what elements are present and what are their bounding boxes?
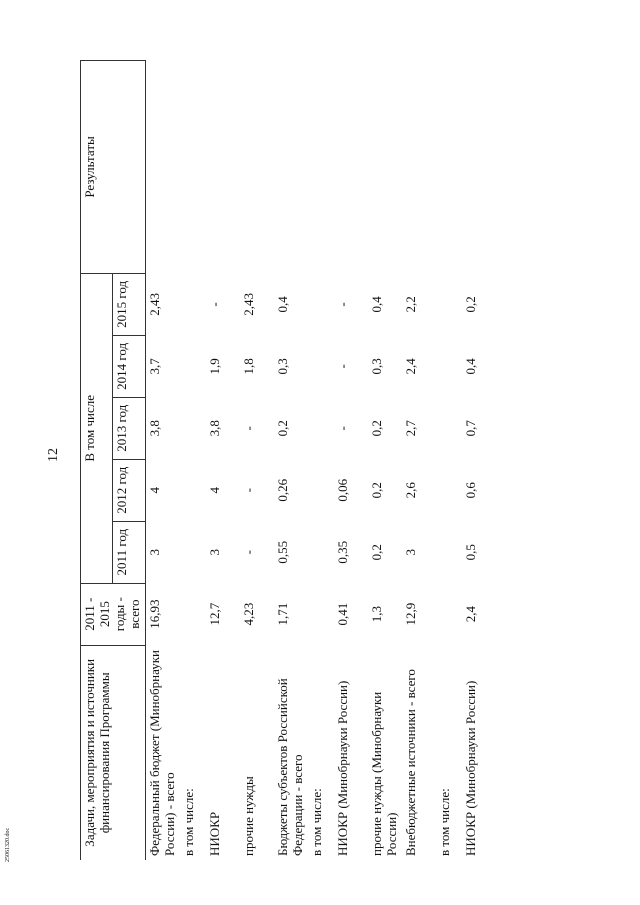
header-year-2014: 2014 год <box>113 335 145 397</box>
cell-results <box>462 61 496 274</box>
cell-results <box>436 61 462 274</box>
cell-2013: 2,7 <box>402 420 418 437</box>
cell-2011 <box>308 521 334 583</box>
row-label: НИОКР (Минобрнауки России) <box>334 680 350 856</box>
cell-total <box>180 583 206 645</box>
cell-results <box>402 61 436 274</box>
cell-2013: 3,8 <box>146 420 162 437</box>
cell-total <box>436 583 462 645</box>
cell-2012: - <box>240 488 256 493</box>
row-label: в том числе: <box>308 788 324 856</box>
cell-2014: 1,8 <box>240 358 256 375</box>
cell-results <box>368 61 402 274</box>
file-code: 25061320.doc <box>5 827 11 862</box>
row-label: НИОКР <box>206 811 222 856</box>
cell-2012: 4 <box>206 487 222 494</box>
cell-2013: 3,8 <box>206 420 222 437</box>
cell-results <box>308 61 334 274</box>
cell-2011: 0,5 <box>462 544 478 561</box>
cell-2013: - <box>240 426 256 431</box>
header-year-2013: 2013 год <box>113 397 145 459</box>
cell-2015: 2,2 <box>402 296 418 313</box>
table-row <box>274 61 308 861</box>
cell-results <box>180 61 206 274</box>
row-label: НИОКР (Минобрнауки России) <box>462 680 478 856</box>
cell-2013 <box>180 397 206 459</box>
table-row <box>180 61 206 861</box>
cell-2015: 0,4 <box>368 296 384 313</box>
table-row <box>145 61 180 861</box>
cell-2011: 3 <box>402 548 418 556</box>
cell-2014 <box>180 335 206 397</box>
cell-2013: 0,7 <box>462 420 478 437</box>
header-task: Задачи, мероприятия и источники финансирования Программы <box>81 645 146 860</box>
header-results: Результаты <box>81 61 146 274</box>
cell-total: 4,23 <box>240 602 256 626</box>
cell-2011: - <box>240 550 256 555</box>
row-label: Федеральный бюджет (Минобрнауки России) - всего <box>146 649 177 856</box>
cell-total: 12,9 <box>402 602 418 626</box>
cell-2013: 0,2 <box>368 420 384 437</box>
cell-2012 <box>436 459 462 521</box>
cell-total: 2,4 <box>462 606 478 623</box>
cell-2013: 0,2 <box>274 420 290 437</box>
cell-2011: 0,55 <box>274 540 290 564</box>
cell-2012: 2,6 <box>402 482 418 499</box>
header-year-2012: 2012 год <box>113 459 145 521</box>
cell-results <box>274 61 308 274</box>
cell-2012: 0,26 <box>274 478 290 502</box>
cell-2015 <box>436 273 462 335</box>
table-row <box>334 61 368 861</box>
row-label: прочие нужды <box>240 776 256 856</box>
cell-2015: 2,43 <box>146 293 162 316</box>
cell-2013: - <box>334 426 350 431</box>
cell-2014: 0,3 <box>368 358 384 375</box>
header-total: 2011 - 2015 годы - всего <box>81 583 146 645</box>
table-row <box>402 61 436 861</box>
row-label: Внебюджетные источники - всего <box>402 669 418 856</box>
cell-2014: 2,4 <box>402 358 418 375</box>
cell-2015: - <box>206 302 222 307</box>
cell-2014: 1,9 <box>206 358 222 375</box>
header-year-2015: 2015 год <box>113 273 145 335</box>
header-in-that-number: В том числе <box>81 273 113 583</box>
cell-total: 1,3 <box>368 606 384 623</box>
cell-2014 <box>308 335 334 397</box>
cell-total: 16,93 <box>146 599 162 629</box>
table-row <box>206 61 240 861</box>
cell-2012: 0,2 <box>368 482 384 499</box>
cell-2011: 0,35 <box>334 540 350 564</box>
cell-2014 <box>436 335 462 397</box>
cell-2014: 0,3 <box>274 358 290 375</box>
cell-2012 <box>308 459 334 521</box>
cell-2015: 2,43 <box>240 293 256 316</box>
cell-results <box>334 61 368 274</box>
table-body <box>145 61 496 861</box>
cell-2015: 0,2 <box>462 296 478 313</box>
cell-results <box>145 61 180 274</box>
cell-total: 12,7 <box>206 602 222 626</box>
cell-2015: - <box>334 302 350 307</box>
page-number: 12 <box>46 448 61 462</box>
cell-2015 <box>180 273 206 335</box>
cell-2012: 0,6 <box>462 482 478 499</box>
cell-2013 <box>308 397 334 459</box>
cell-2012 <box>180 459 206 521</box>
cell-2015: 0,4 <box>274 296 290 313</box>
header-year-2011: 2011 год <box>113 521 145 583</box>
cell-results <box>206 61 240 274</box>
row-label: в том числе: <box>436 788 452 856</box>
row-label: в том числе: <box>180 788 196 856</box>
cell-2011 <box>436 521 462 583</box>
row-label: Бюджеты субъектов Российской Федерации - всего <box>274 678 305 856</box>
cell-2012: 0,06 <box>334 478 350 502</box>
table-row <box>462 61 496 861</box>
row-label: прочие нужды (Минобрнауки России) <box>368 691 399 856</box>
cell-total: 0,41 <box>334 602 350 626</box>
cell-2011: 3 <box>206 548 222 556</box>
cell-2012: 4 <box>146 487 162 494</box>
cell-2014: 0,4 <box>462 358 478 375</box>
cell-total <box>308 583 334 645</box>
cell-2014: - <box>334 364 350 369</box>
cell-2011 <box>180 521 206 583</box>
table-row <box>436 61 462 861</box>
cell-2011: 0,2 <box>368 544 384 561</box>
cell-2014: 3,7 <box>146 358 162 375</box>
table-row <box>240 61 274 861</box>
cell-2013 <box>436 397 462 459</box>
table-row <box>308 61 334 861</box>
financing-table <box>80 60 496 860</box>
table-row <box>368 61 402 861</box>
cell-2015 <box>308 273 334 335</box>
financing-table-container <box>80 60 640 860</box>
table-header <box>81 61 146 861</box>
cell-2011: 3 <box>146 548 162 556</box>
cell-total: 1,71 <box>274 602 290 626</box>
cell-results <box>240 61 274 274</box>
